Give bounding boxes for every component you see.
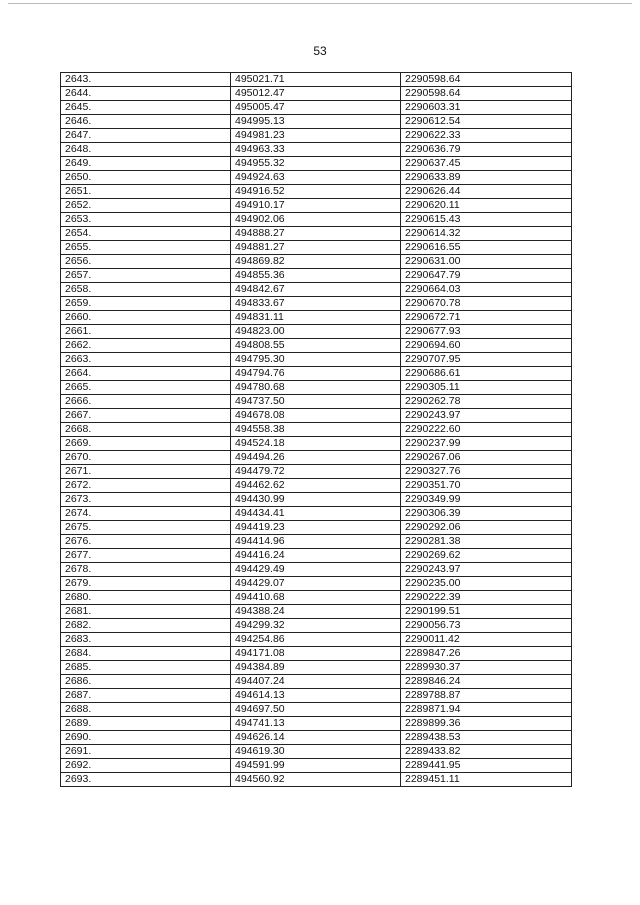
table-row — [61, 325, 572, 339]
table-row — [61, 353, 572, 367]
x-coordinate-cell: 494462.62 — [231, 479, 401, 493]
point-number-cell: 2688. — [61, 703, 231, 717]
point-number-cell: 2683. — [61, 633, 231, 647]
x-coordinate-cell: 495012.47 — [231, 87, 401, 101]
y-coordinate-cell: 2290056.73 — [401, 619, 572, 633]
table-row — [61, 661, 572, 675]
table-row — [61, 395, 572, 409]
table-row — [61, 185, 572, 199]
y-coordinate-cell: 2290349.99 — [401, 493, 572, 507]
y-coordinate-cell: 2290292.06 — [401, 521, 572, 535]
x-coordinate-cell: 495021.71 — [231, 73, 401, 87]
y-coordinate-cell: 2290622.33 — [401, 129, 572, 143]
point-number-cell: 2668. — [61, 423, 231, 437]
y-coordinate-cell: 2290677.93 — [401, 325, 572, 339]
x-coordinate-cell: 494902.06 — [231, 213, 401, 227]
y-coordinate-cell: 2290327.76 — [401, 465, 572, 479]
y-coordinate-cell: 2289433.82 — [401, 745, 572, 759]
page-number: 53 — [313, 44, 327, 58]
point-number-cell: 2678. — [61, 563, 231, 577]
y-coordinate-cell: 2290235.00 — [401, 577, 572, 591]
y-coordinate-cell: 2290636.79 — [401, 143, 572, 157]
y-coordinate-cell: 2290637.45 — [401, 157, 572, 171]
point-number-cell: 2690. — [61, 731, 231, 745]
coordinates-table — [60, 72, 572, 787]
table-row — [61, 227, 572, 241]
y-coordinate-cell: 2290672.71 — [401, 311, 572, 325]
x-coordinate-cell: 494619.30 — [231, 745, 401, 759]
point-number-cell: 2665. — [61, 381, 231, 395]
y-coordinate-cell: 2289438.53 — [401, 731, 572, 745]
table-row — [61, 241, 572, 255]
x-coordinate-cell: 494831.11 — [231, 311, 401, 325]
x-coordinate-cell: 494995.13 — [231, 115, 401, 129]
y-coordinate-cell: 2290243.97 — [401, 409, 572, 423]
point-number-cell: 2652. — [61, 199, 231, 213]
table-row — [61, 171, 572, 185]
y-coordinate-cell: 2290222.39 — [401, 591, 572, 605]
point-number-cell: 2681. — [61, 605, 231, 619]
x-coordinate-cell: 494737.50 — [231, 395, 401, 409]
y-coordinate-cell: 2290686.61 — [401, 367, 572, 381]
point-number-cell: 2645. — [61, 101, 231, 115]
table-row — [61, 157, 572, 171]
x-coordinate-cell: 494388.24 — [231, 605, 401, 619]
y-coordinate-cell: 2290237.99 — [401, 437, 572, 451]
table-row — [61, 269, 572, 283]
y-coordinate-cell: 2290281.38 — [401, 535, 572, 549]
table-row — [61, 745, 572, 759]
x-coordinate-cell: 494479.72 — [231, 465, 401, 479]
x-coordinate-cell: 494414.96 — [231, 535, 401, 549]
y-coordinate-cell: 2290633.89 — [401, 171, 572, 185]
table-row — [61, 773, 572, 787]
point-number-cell: 2684. — [61, 647, 231, 661]
point-number-cell: 2693. — [61, 773, 231, 787]
y-coordinate-cell: 2290694.60 — [401, 339, 572, 353]
y-coordinate-cell: 2290616.55 — [401, 241, 572, 255]
x-coordinate-cell: 494780.68 — [231, 381, 401, 395]
y-coordinate-cell: 2290614.32 — [401, 227, 572, 241]
y-coordinate-cell: 2290222.60 — [401, 423, 572, 437]
table-row — [61, 479, 572, 493]
point-number-cell: 2649. — [61, 157, 231, 171]
point-number-cell: 2669. — [61, 437, 231, 451]
table-row — [61, 311, 572, 325]
point-number-cell: 2662. — [61, 339, 231, 353]
table-row — [61, 339, 572, 353]
x-coordinate-cell: 494888.27 — [231, 227, 401, 241]
y-coordinate-cell: 2290269.62 — [401, 549, 572, 563]
y-coordinate-cell: 2290626.44 — [401, 185, 572, 199]
point-number-cell: 2686. — [61, 675, 231, 689]
y-coordinate-cell: 2289788.87 — [401, 689, 572, 703]
point-number-cell: 2670. — [61, 451, 231, 465]
table-row — [61, 675, 572, 689]
point-number-cell: 2651. — [61, 185, 231, 199]
x-coordinate-cell: 495005.47 — [231, 101, 401, 115]
x-coordinate-cell: 494524.18 — [231, 437, 401, 451]
point-number-cell: 2661. — [61, 325, 231, 339]
y-coordinate-cell: 2290664.03 — [401, 283, 572, 297]
y-coordinate-cell: 2290199.51 — [401, 605, 572, 619]
point-number-cell: 2689. — [61, 717, 231, 731]
point-number-cell: 2673. — [61, 493, 231, 507]
x-coordinate-cell: 494560.92 — [231, 773, 401, 787]
y-coordinate-cell: 2289871.94 — [401, 703, 572, 717]
x-coordinate-cell: 494419.23 — [231, 521, 401, 535]
y-coordinate-cell: 2290615.43 — [401, 213, 572, 227]
x-coordinate-cell: 494591.99 — [231, 759, 401, 773]
table-row — [61, 423, 572, 437]
point-number-cell: 2659. — [61, 297, 231, 311]
y-coordinate-cell: 2289846.24 — [401, 675, 572, 689]
y-coordinate-cell: 2290603.31 — [401, 101, 572, 115]
x-coordinate-cell: 494494.26 — [231, 451, 401, 465]
y-coordinate-cell: 2289451.11 — [401, 773, 572, 787]
x-coordinate-cell: 494410.68 — [231, 591, 401, 605]
table-row — [61, 535, 572, 549]
x-coordinate-cell: 494384.89 — [231, 661, 401, 675]
table-row — [61, 129, 572, 143]
table-row — [61, 297, 572, 311]
y-coordinate-cell: 2290262.78 — [401, 395, 572, 409]
table-row — [61, 633, 572, 647]
x-coordinate-cell: 494842.67 — [231, 283, 401, 297]
x-coordinate-cell: 494823.00 — [231, 325, 401, 339]
x-coordinate-cell: 494981.23 — [231, 129, 401, 143]
y-coordinate-cell: 2290351.70 — [401, 479, 572, 493]
x-coordinate-cell: 494833.67 — [231, 297, 401, 311]
y-coordinate-cell: 2290305.11 — [401, 381, 572, 395]
x-coordinate-cell: 494808.55 — [231, 339, 401, 353]
x-coordinate-cell: 494558.38 — [231, 423, 401, 437]
top-border-line — [8, 3, 632, 4]
table-row — [61, 409, 572, 423]
table-row — [61, 605, 572, 619]
x-coordinate-cell: 494614.13 — [231, 689, 401, 703]
x-coordinate-cell: 494795.30 — [231, 353, 401, 367]
table-row — [61, 283, 572, 297]
point-number-cell: 2663. — [61, 353, 231, 367]
y-coordinate-cell: 2289847.26 — [401, 647, 572, 661]
x-coordinate-cell: 494697.50 — [231, 703, 401, 717]
table-row — [61, 717, 572, 731]
y-coordinate-cell: 2289930.37 — [401, 661, 572, 675]
point-number-cell: 2650. — [61, 171, 231, 185]
y-coordinate-cell: 2289899.36 — [401, 717, 572, 731]
table-row — [61, 521, 572, 535]
table-row — [61, 73, 572, 87]
table-row — [61, 703, 572, 717]
y-coordinate-cell: 2290631.00 — [401, 255, 572, 269]
x-coordinate-cell: 494434.41 — [231, 507, 401, 521]
point-number-cell: 2680. — [61, 591, 231, 605]
table-row — [61, 255, 572, 269]
table-row — [61, 591, 572, 605]
point-number-cell: 2643. — [61, 73, 231, 87]
y-coordinate-cell: 2290598.64 — [401, 87, 572, 101]
table-row — [61, 577, 572, 591]
y-coordinate-cell: 2290612.54 — [401, 115, 572, 129]
point-number-cell: 2667. — [61, 409, 231, 423]
table-row — [61, 465, 572, 479]
x-coordinate-cell: 494626.14 — [231, 731, 401, 745]
point-number-cell: 2646. — [61, 115, 231, 129]
x-coordinate-cell: 494430.99 — [231, 493, 401, 507]
point-number-cell: 2655. — [61, 241, 231, 255]
point-number-cell: 2687. — [61, 689, 231, 703]
x-coordinate-cell: 494869.82 — [231, 255, 401, 269]
x-coordinate-cell: 494299.32 — [231, 619, 401, 633]
x-coordinate-cell: 494955.32 — [231, 157, 401, 171]
table-row — [61, 689, 572, 703]
point-number-cell: 2691. — [61, 745, 231, 759]
table-row — [61, 381, 572, 395]
x-coordinate-cell: 494429.49 — [231, 563, 401, 577]
x-coordinate-cell: 494881.27 — [231, 241, 401, 255]
x-coordinate-cell: 494741.13 — [231, 717, 401, 731]
point-number-cell: 2671. — [61, 465, 231, 479]
table-row — [61, 563, 572, 577]
point-number-cell: 2644. — [61, 87, 231, 101]
x-coordinate-cell: 494924.63 — [231, 171, 401, 185]
x-coordinate-cell: 494963.33 — [231, 143, 401, 157]
table-row — [61, 731, 572, 745]
y-coordinate-cell: 2290620.11 — [401, 199, 572, 213]
point-number-cell: 2647. — [61, 129, 231, 143]
y-coordinate-cell: 2290670.78 — [401, 297, 572, 311]
table-row — [61, 437, 572, 451]
point-number-cell: 2660. — [61, 311, 231, 325]
x-coordinate-cell: 494407.24 — [231, 675, 401, 689]
table-row — [61, 549, 572, 563]
y-coordinate-cell: 2290243.97 — [401, 563, 572, 577]
table-row — [61, 493, 572, 507]
y-coordinate-cell: 2290647.79 — [401, 269, 572, 283]
x-coordinate-cell: 494910.17 — [231, 199, 401, 213]
x-coordinate-cell: 494794.76 — [231, 367, 401, 381]
y-coordinate-cell: 2290707.95 — [401, 353, 572, 367]
point-number-cell: 2653. — [61, 213, 231, 227]
point-number-cell: 2648. — [61, 143, 231, 157]
table-row — [61, 367, 572, 381]
point-number-cell: 2685. — [61, 661, 231, 675]
table-row — [61, 507, 572, 521]
table-row — [61, 759, 572, 773]
x-coordinate-cell: 494855.36 — [231, 269, 401, 283]
x-coordinate-cell: 494171.08 — [231, 647, 401, 661]
table-row — [61, 87, 572, 101]
point-number-cell: 2677. — [61, 549, 231, 563]
x-coordinate-cell: 494416.24 — [231, 549, 401, 563]
point-number-cell: 2675. — [61, 521, 231, 535]
point-number-cell: 2674. — [61, 507, 231, 521]
table-row — [61, 213, 572, 227]
point-number-cell: 2666. — [61, 395, 231, 409]
table-row — [61, 115, 572, 129]
table-row — [61, 199, 572, 213]
table-row — [61, 451, 572, 465]
x-coordinate-cell: 494254.86 — [231, 633, 401, 647]
table-row — [61, 619, 572, 633]
y-coordinate-cell: 2290267.06 — [401, 451, 572, 465]
x-coordinate-cell: 494916.52 — [231, 185, 401, 199]
point-number-cell: 2676. — [61, 535, 231, 549]
x-coordinate-cell: 494429.07 — [231, 577, 401, 591]
table-row — [61, 647, 572, 661]
table-row — [61, 143, 572, 157]
y-coordinate-cell: 2290598.64 — [401, 73, 572, 87]
point-number-cell: 2682. — [61, 619, 231, 633]
point-number-cell: 2658. — [61, 283, 231, 297]
y-coordinate-cell: 2290011.42 — [401, 633, 572, 647]
point-number-cell: 2654. — [61, 227, 231, 241]
point-number-cell: 2657. — [61, 269, 231, 283]
table-row — [61, 101, 572, 115]
x-coordinate-cell: 494678.08 — [231, 409, 401, 423]
coordinates-table-body — [61, 73, 572, 787]
point-number-cell: 2679. — [61, 577, 231, 591]
point-number-cell: 2656. — [61, 255, 231, 269]
y-coordinate-cell: 2289441.95 — [401, 759, 572, 773]
point-number-cell: 2692. — [61, 759, 231, 773]
point-number-cell: 2664. — [61, 367, 231, 381]
y-coordinate-cell: 2290306.39 — [401, 507, 572, 521]
point-number-cell: 2672. — [61, 479, 231, 493]
